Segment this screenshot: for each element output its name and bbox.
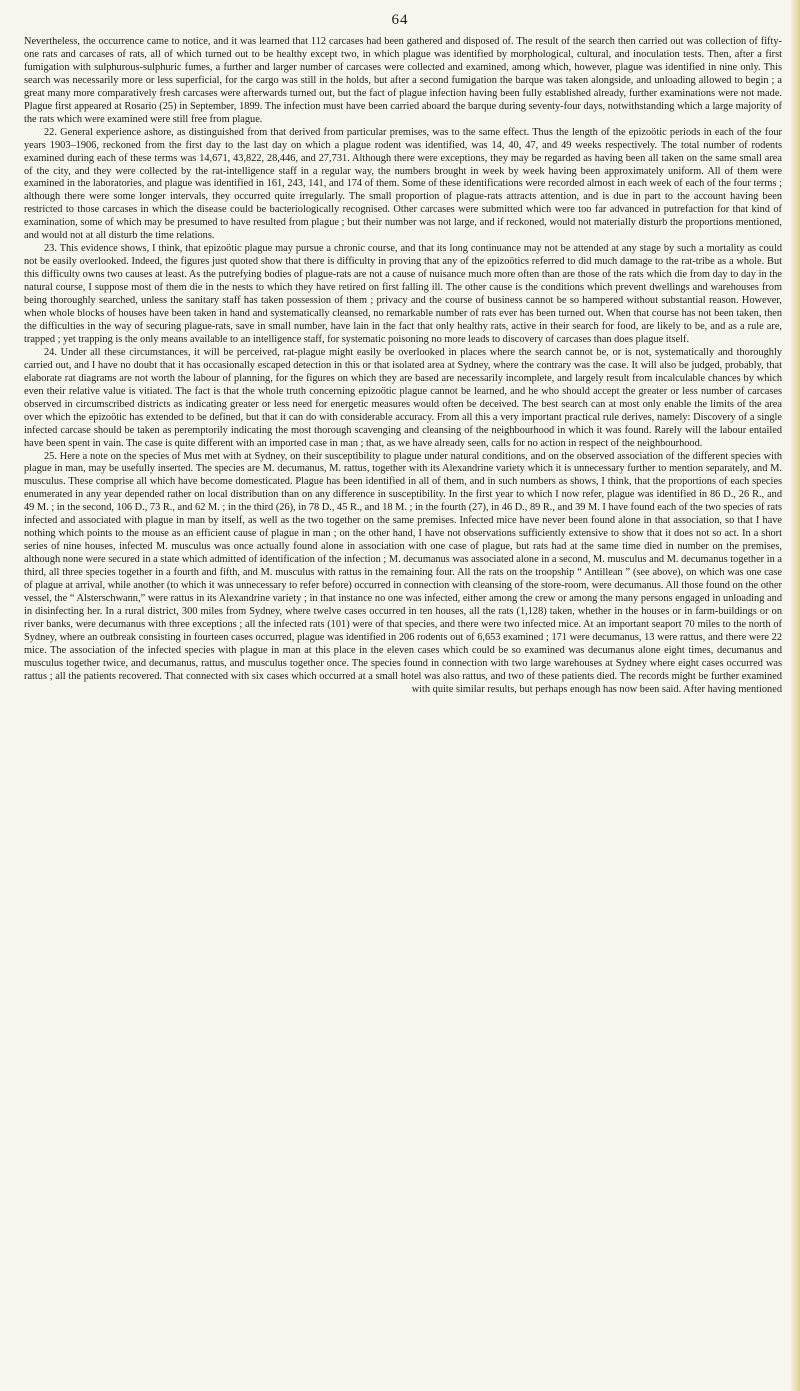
paragraph-continuation: Nevertheless, the occurrence came to notice, and it was learned that 112 carcases had been gathered and disposed of. The result of the search then carried out was collection of fifty-one rats and carcases of rats, all of which turned out to be healthy except two, in which plague was identified by morphological, cultural, and inoculation tests. Then, after a first fumigation with sulphurous-sulphuric fumes, a further and larger number of carcases were collected and examined, among which, however, plague was identified in nine only. This search was necessarily more or less superficial, for the cargo was still in the holds, but after a second fumigation the barque was taken alongside, and unloading allowed to begin ; a great many more comparatively fresh carcases were afterwards turned out, but the fact of plague infection having been fully established already, further examinations were not made. Plague first appeared at Rosario (25) in September, 1899. The infection must have been carried aboard the barque during seventy-four days, notwithstanding which a large majority of the rats which were examined were still free from plague. bbox=[24, 36, 782, 125]
paragraph-22: 22. General experience ashore, as distinguished from that derived from particular premises, was to the same effect. Thus the length of the epizoötic periods in each of the four years 1903–1906, reckoned from the first day to the last day on which a plague rodent was identified, was 14, 40, 47, and 49 weeks respectively. The total number of rodents examined during each of these terms was 14,671, 43,822, 28,446, and 27,731. Although there were exceptions, they may be regarded as having been all taken on the same small area of the city, and they were collected by the rat-intelligence staff in a regular way, the numbers brought in week by week having been approximately uniform. All of them were examined in the laboratories, and plague was identified in 161, 243, 141, and 174 of them. Some of these identifications were recorded almost in each week of each of the four terms ; although there were some longer intervals, they occurred quite irregularly. The small proportion of plague-rats attracts attention, and is due in part to the account having been restricted to those carcases in which the disease could be bacteriologically recognised. Other carcases were submitted which were too far advanced in putrefaction for that kind of examination, some of which may be presumed to have resulted from plague ; but their number was not large, and if reckoned, would not materially disturb the proportions mentioned, and would not at all disturb the time relations. bbox=[24, 126, 782, 242]
body-text bbox=[24, 36, 782, 697]
paragraph-23: 23. This evidence shows, I think, that epizoötic plague may pursue a chronic course, and that its long continuance may not be attended at any stage by such a mortality as could not be easily overlooked. Indeed, the figures just quoted show that there is difficulty in proving that any of the epizoötics referred to did much damage to the rat-tribe as a whole. But this difficulty owns two causes at least. As the putrefying bodies of plague-rats are not a cause of nuisance much more often than are those of the rats which die from day to day in the natural course, I suppose most of them die in the nests to which they have retired on first falling ill. The other cause is the conditions which prevent dwellings and warehouses from being thoroughly searched, unless the sanitary staff has taken possession of them ; privacy and the course of business cannot be so hampered without substantial reason. However, when whole blocks of houses have been taken in hand and systematically cleansed, no remarkable number of rats ever has been turned out. When that course has not been taken, then the difficulties in the way of securing plague-rats, save in small number, have lain in the fact that only healthy rats, active in their search for food, are likely to be, and as a rule are, trapped ; yet trapping is the only means available to an intelligence staff, for systematic poisoning no more leads to discovery of carcases than does plague itself. bbox=[24, 243, 782, 345]
page-number: 64 bbox=[391, 12, 409, 28]
page-edge bbox=[791, 0, 800, 1391]
paragraph-25: 25. Here a note on the species of Mus met with at Sydney, on their susceptibility to plague under natural conditions, and on the observed association of the different species with plague in man, may be usefully inserted. The species are M. decumanus, M. rattus, together with its Alexandrine variety which it is unnecessary further to mention separately, and M. musculus. These comprise all which have become domesticated. Plague has been identified in all of them, and in such numbers as shows, I think, that the proportions of each species enumerated in any year depended rather on local distribution than on any difference in susceptibility. In the first year to which I now refer, plague was identified in 86 D., 26 R., and 49 M. ; in the second, 106 D., 73 R., and 62 M. ; in the third (26), in 78 D., 45 R., and 18 M. ; in the fourth (27), in 46 D., 89 R., and 39 M. I have found each of the two species of rats infected and associated with plague in man by itself, as well as the two together on the same premises. Infected mice have never been found alone in that association, so that I have nothing which points to the mouse as an efficient cause of plague in man ; on the other hand, I have not observations sufficiently extensive to show that it does not so act. In a short series of nine houses, infected M. musculus was once actually found alone in association with one case of plague, but rats had at the same time died in number on the premises, although none were secured in a state which admitted of identification of the infection ; M. decumanus was associated alone in a second, M. musculus and M. decumanus together in a third, all three species together in a fourth and fifth, and M. musculus with rattus in the remaining four. All the rats on the troopship “ Antillean ” (see above), on which was one case of plague at arrival, while another (to which it was unnecessary to refer before) occurred in connection with cleansing of the store-room, were decumanus. All those found on the other vessel, the “ Alsterschwann,” were rattus in its Alexandrine variety ; in that instance no one was infected, either among the crew or among the many persons engaged in unloading and in disinfecting her. In a rural district, 300 miles from Sydney, where twelve cases occurred in ten houses, all the rats (1,128) taken, whether in the houses or in farm-buildings or on river banks, were decumanus with three exceptions ; all the infected rats (101) were of that species, and there were two infected mice. At an important seaport 70 miles to the north of Sydney, where an outbreak consisting in fourteen cases occurred, plague was identified in 206 rodents out of 6,653 examined ; 171 were decumanus, 13 were rattus, and there were 22 mice. The association of the infected species with plague in man at this place in the eleven cases which could be so examined was decumanus alone eight times, decumanus and musculus together twice, and decumanus, rattus, and musculus together once. The species found in connection with two large warehouses at Sydney where eight cases occurred was rattus ; all the patients recovered. That connected with six cases which occurred at a small hotel was also rattus, and two of these patients died. The records might be further examined with quite similar results, but perhaps enough has now been said. After having mentioned bbox=[24, 450, 782, 695]
paragraph-24: 24. Under all these circumstances, it will be perceived, rat-plague might easily be overlooked in places where the search cannot be, or is not, systematically and thoroughly carried out, and I have no doubt that it has occasionally escaped detection in this or that isolated area at Sydney, where the contrary was the case. It will also be judged, probably, that elaborate rat diagrams are not worth the labour of planning, for the figures on which they are based are necessarily incomplete, and largely result from incalculable chances by which even their relative value is vitiated. The fact is that the whole truth concerning epizoötic plague cannot be learned, and he who should accept the greater or less number of carcases observed in circumscribed districts as indicating greater or less need for energetic measures would often be deceived. The best search can at most only enable the limits of the area over which the epizoötic has extended to be defined, but that it can do with considerable accuracy. From all this a very important practical rule derives, namely: Discovery of a single infected carcase should be taken as peremptorily indicating the most thorough scavenging and cleansing of the neighbourhood in which it was found. Rarely will the labour entailed have been spent in vain. The case is quite different with an imported case in man ; that, as we have already seen, calls for no action in respect of the neighbourhood. bbox=[24, 346, 782, 449]
